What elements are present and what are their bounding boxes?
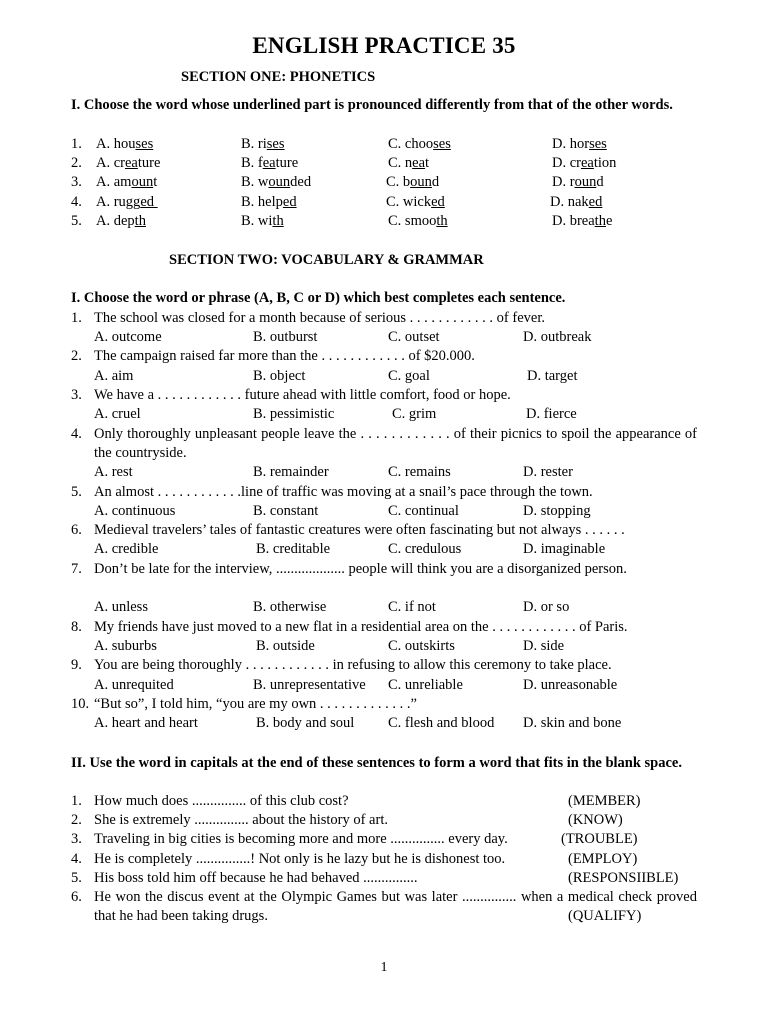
phonetics-item: 3. A. amount B. wounded C. bound D. round [71,174,604,190]
question-text: Traveling in big cities is becoming more and more ............... every day. [94,831,508,847]
option-a: A. rugged [96,194,158,210]
option-d: D. creation [552,155,617,171]
question: 7. Don’t be late for the interview, ................... people will think you are a disorganized person. [71,560,697,599]
capital-word: (EMPLOY) [568,851,638,867]
question: 1. The school was closed for a month because of serious . . . . . . . . . . . . of fever. [71,309,697,328]
question-text: We have a . . . . . . . . . . . . future ahead with little comfort, food or hope. [94,387,511,403]
question-text: The school was closed for a month because of serious . . . . . . . . . . . . of fever. [94,310,545,326]
option-c: C. wicked [386,194,445,210]
option-c: C. flesh and blood [388,715,495,731]
capital-word: (QUALIFY) [568,908,642,924]
word-form-question: 4. He is completely ...............! Not only is he lazy but he is dishonest too. (EMPLOY) [71,851,638,867]
option-d: D. stopping [523,503,591,519]
question-text: Only thoroughly unpleasant people leave the . . . . . . . . . . . . of their picnics to spoil the appearance of the countryside. [94,426,697,462]
option-b: B. feature [241,155,299,171]
word-form-question: 2. She is extremely ............... about the history of art. (KNOW) [71,812,623,828]
answer-options [71,463,697,482]
phonetics-item: 2. A. creature B. feature C. neat D. creation [71,155,617,171]
option-a: A. depth [96,213,146,229]
option-c: C. goal [388,368,430,384]
phonetics-instruction: I. Choose the word whose underlined part is pronounced differently from that of the other words. [71,97,673,113]
word-form-question: 5. His boss told him off because he had behaved ............... (RESPONSIIBLE) [71,870,679,886]
option-b: B. unrepresentative [253,677,366,693]
answer-options [71,598,697,617]
word-form-question: 1. How much does ............... of this club cost? (MEMBER) [71,793,641,809]
answer-options [71,328,697,347]
section-one-heading: SECTION ONE: PHONETICS [181,69,376,85]
option-c: C. smooth [388,213,448,229]
option-a: A. unless [94,599,148,615]
option-d: D. side [523,638,565,654]
answer-options [71,405,697,424]
answer-options [71,676,697,695]
option-a: A. houses [96,136,154,152]
option-b: B. creditable [256,541,331,557]
question-text: He is completely ...............! Not only is he lazy but he is dishonest too. [94,851,506,867]
capital-word: (RESPONSIIBLE) [568,870,679,886]
question: 6. Medieval travelers’ tales of fantastic creatures were often fascinating but not always . . . . . . [71,521,697,540]
question-text: “But so”, I told him, “you are my own . . . . . . . . . . . . .” [94,696,417,712]
question-text: The campaign raised far more than the . . . . . . . . . . . . of $20.000. [94,348,475,364]
option-a: A. heart and heart [94,715,198,731]
option-b: B. rises [241,136,285,152]
option-c: C. neat [388,155,430,171]
option-b: B. remainder [253,464,329,480]
option-a: A. creature [96,155,161,171]
question-text: You are being thoroughly . . . . . . . . . . . . in refusing to allow this ceremony to take place. [94,657,612,673]
question-text: An almost . . . . . . . . . . . .line of traffic was moving at a snail’s pace through the town. [94,484,593,500]
option-a: A. credible [94,541,159,557]
option-d: D. target [527,368,578,384]
option-a: A. continuous [94,503,176,519]
option-c: C. credulous [388,541,462,557]
option-d: D. unreasonable [523,677,618,693]
section-two-heading: SECTION TWO: VOCABULARY & GRAMMAR [169,252,484,268]
question: 8. My friends have just moved to a new flat in a residential area on the . . . . . . . . . . . . of Paris. [71,618,697,637]
phonetics-item: 5. A. depth B. with C. smooth D. breathe [71,213,613,229]
answer-options [71,540,697,559]
question: 2. The campaign raised far more than the . . . . . . . . . . . . of $20.000. [71,347,697,366]
option-a: A. rest [94,464,133,480]
option-a: A. unrequited [94,677,174,693]
question-text: She is extremely ............... about the history of art. [94,812,388,828]
option-b: B. pessimistic [253,406,335,422]
option-d: D. outbreak [523,329,592,345]
option-d: D. or so [523,599,570,615]
option-b: B. object [253,368,306,384]
question-text: His boss told him off because he had behaved ............... [94,870,418,886]
question-text: My friends have just moved to a new flat in a residential area on the . . . . . . . . . . . . of Paris. [94,619,628,635]
question-text: How much does ............... of this club cost? [94,793,349,809]
option-a: A. amount [96,174,158,190]
phonetics-item: 1. A. houses B. rises C. chooses D. horses [71,136,607,152]
option-a: A. outcome [94,329,162,345]
question: 10. “But so”, I told him, “you are my own . . . . . . . . . . . . .” [71,695,697,714]
option-d: D. breathe [552,213,613,229]
option-c: C. continual [388,503,459,519]
option-a: A. cruel [94,406,141,422]
capital-word: (MEMBER) [568,793,641,809]
option-c: C. outskirts [388,638,455,654]
question: 5. An almost . . . . . . . . . . . .line of traffic was moving at a snail’s pace through the town. [71,483,697,502]
word-form-instruction: II. Use the word in capitals at the end of these sentences to form a word that fits in the blank space. [71,755,682,771]
option-b: B. otherwise [253,599,327,615]
option-a: A. aim [94,368,134,384]
option-d: D. horses [552,136,607,152]
vocab-instruction: I. Choose the word or phrase (A, B, C or D) which best completes each sentence. [71,290,566,306]
option-c: C. unreliable [388,677,463,693]
option-d: D. round [552,174,604,190]
answer-options [71,367,697,386]
option-c: C. remains [388,464,451,480]
question: 4. Only thoroughly unpleasant people leave the . . . . . . . . . . . . of their picnics to spoil the appearance of the countryside. [71,425,697,464]
option-b: B. outside [256,638,315,654]
option-d: D. rester [523,464,573,480]
option-c: C. bound [386,174,440,190]
question: 9. You are being thoroughly . . . . . . . . . . . . in refusing to allow this ceremony to take place. [71,656,697,675]
answer-options [71,502,697,521]
capital-word: (KNOW) [568,812,623,828]
word-form-question: 6. He won the discus event at the Olympic Games but was later ............... when a medical check proved that he had been taking drugs. (QUALIFY) [71,888,697,927]
option-d: D. fierce [526,406,577,422]
option-d: D. skin and bone [523,715,622,731]
phonetics-item: 4. A. rugged B. helped C. wicked D. naked [71,194,603,210]
option-c: C. grim [392,406,437,422]
option-c: C. outset [388,329,440,345]
answer-options [71,714,697,733]
option-d: D. naked [550,194,603,210]
option-b: B. constant [253,503,319,519]
option-a: A. suburbs [94,638,157,654]
option-b: B. outburst [253,329,318,345]
option-b: B. wounded [241,174,312,190]
option-b: B. body and soul [256,715,355,731]
question: 3. We have a . . . . . . . . . . . . future ahead with little comfort, food or hope. [71,386,697,405]
option-d: D. imaginable [523,541,606,557]
question-text: Medieval travelers’ tales of fantastic creatures were often fascinating but not always . . . . . . [94,522,625,538]
answer-options [71,637,697,656]
option-c: C. if not [388,599,436,615]
question-text: Don’t be late for the interview, ................... people will think you are a disorganized person. [94,561,627,577]
option-c: C. chooses [388,136,451,152]
page-title: ENGLISH PRACTICE 35 [252,33,516,58]
page-number: 1 [380,960,388,975]
word-form-question: 3. Traveling in big cities is becoming more and more ............... every day. (TROUBLE) [71,831,638,847]
option-b: B. with [241,213,284,229]
question-text: He won the discus event at the Olympic Games but was later ............... when a medical check proved that he had been taking drugs. [94,889,697,925]
option-b: B. helped [241,194,297,210]
capital-word: (TROUBLE) [561,831,638,847]
